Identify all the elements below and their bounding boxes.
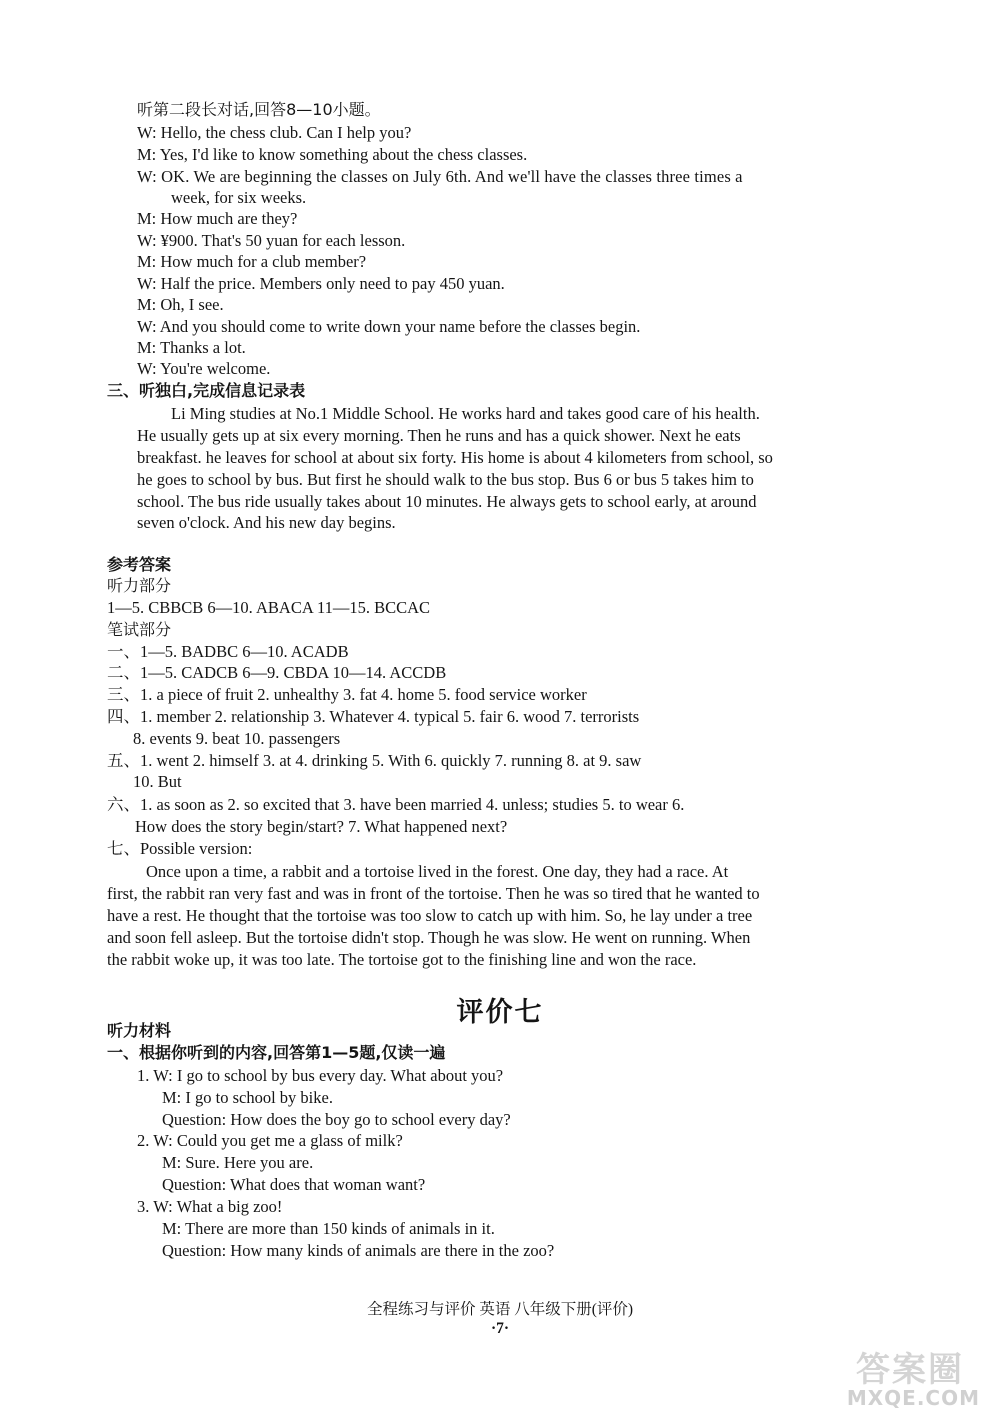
section-3-title: 三、听独白,完成信息记录表 bbox=[107, 381, 306, 400]
part2-title: 听第二段长对话,回答8—10小题。 bbox=[137, 100, 381, 119]
dialogue-line: W: You're welcome. bbox=[137, 359, 271, 378]
question-line: Question: How many kinds of animals are there in the zoo? bbox=[162, 1241, 555, 1260]
answer-line: 四、1. member 2. relationship 3. Whatever 4. typical 5. fair 6. wood 7. terrorists bbox=[107, 707, 640, 726]
essay-line: and soon fell asleep. But the tortoise didn't stop. Though he was slow. He went on running. When bbox=[107, 928, 751, 947]
monologue-line: seven o'clock. And his new day begins. bbox=[137, 513, 396, 532]
dialogue-line: M: Oh, I see. bbox=[137, 295, 224, 314]
question-line: M: Sure. Here you are. bbox=[162, 1153, 314, 1172]
dialogue-line: W: Half the price. Members only need to pay 450 yuan. bbox=[137, 274, 505, 293]
dialogue-line: W: OK. We are beginning the classes on July 6th. And we'll have the classes three times a bbox=[137, 167, 743, 186]
monologue-line: breakfast. he leaves for school at about six forty. His home is about 4 kilometers from school, so bbox=[137, 448, 773, 467]
question-line: M: There are more than 150 kinds of animals in it. bbox=[162, 1219, 495, 1238]
listening-label: 听力部分 bbox=[107, 576, 172, 595]
dialogue-line: W: ¥900. That's 50 yuan for each lesson. bbox=[137, 231, 406, 250]
footer-book-info: 全程练习与评价 英语 八年级下册(评价) bbox=[366, 1301, 634, 1318]
monologue-line: He usually gets up at six every morning. Then he runs and has a quick shower. Next he eats bbox=[137, 426, 741, 445]
question-line: Question: How does the boy go to school every day? bbox=[162, 1110, 511, 1129]
watermark-logo bbox=[816, 1342, 986, 1412]
answer-line: How does the story begin/start? 7. What happened next? bbox=[135, 817, 508, 836]
dialogue-line: M: How much for a club member? bbox=[137, 252, 367, 271]
dialogue-line: M: Yes, I'd like to know something about the chess classes. bbox=[137, 145, 528, 164]
essay-line: Once upon a time, a rabbit and a tortoise lived in the forest. One day, they had a race. At bbox=[146, 862, 729, 881]
dialogue-line: week, for six weeks. bbox=[171, 188, 307, 207]
watermark-top: 答案圈 bbox=[856, 1350, 964, 1390]
answer-line: 二、1—5. CADCB 6—9. CBDA 10—14. ACCDB bbox=[107, 663, 447, 682]
answers-title: 参考答案 bbox=[107, 555, 172, 574]
essay-line: first, the rabbit ran very fast and was in front of the tortoise. Then he was so tired that he wanted to bbox=[107, 884, 760, 903]
written-label: 笔试部分 bbox=[107, 620, 172, 639]
answer-line: 五、1. went 2. himself 3. at 4. drinking 5. With 6. quickly 7. running 8. at 9. saw bbox=[107, 751, 642, 770]
dialogue-line: W: Hello, the chess club. Can I help you? bbox=[137, 123, 412, 142]
watermark-bottom: MXQE.COM bbox=[846, 1386, 980, 1410]
question-line: 2. W: Could you get me a glass of milk? bbox=[137, 1131, 403, 1150]
answer-line: 六、1. as soon as 2. so excited that 3. have been married 4. unless; studies 5. to wear 6. bbox=[107, 795, 685, 814]
dialogue-line: M: Thanks a lot. bbox=[137, 338, 246, 357]
section-1-title: 一、根据你听到的内容,回答第1—5题,仅读一遍 bbox=[107, 1043, 446, 1062]
dialogue-line: M: How much are they? bbox=[137, 209, 298, 228]
answer-line: 10. But bbox=[133, 772, 182, 791]
materials-label: 听力材料 bbox=[107, 1021, 172, 1040]
dialogue-line: W: And you should come to write down your name before the classes begin. bbox=[137, 317, 641, 336]
answer-line: 三、1. a piece of fruit 2. unhealthy 3. fat 4. home 5. food service worker bbox=[107, 685, 587, 704]
monologue-line: school. The bus ride usually takes about 10 minutes. He always gets to school early, at around bbox=[137, 492, 757, 511]
answer-line: 七、Possible version: bbox=[107, 839, 253, 858]
essay-line: the rabbit woke up, it was too late. The tortoise got to the finishing line and won the race. bbox=[107, 950, 697, 969]
monologue-line: Li Ming studies at No.1 Middle School. He works hard and takes good care of his health. bbox=[171, 404, 760, 423]
monologue-line: he goes to school by bus. But first he should walk to the bus stop. Bus 6 or bus 5 takes him to bbox=[137, 470, 754, 489]
essay-line: have a rest. He thought that the tortoise was too slow to catch up with him. So, he lay under a tree bbox=[107, 906, 753, 925]
answer-line: 一、1—5. BADBC 6—10. ACADB bbox=[107, 642, 349, 661]
question-line: M: I go to school by bike. bbox=[162, 1088, 333, 1107]
listening-answers: 1—5. CBBCB 6—10. ABACA 11—15. BCCAC bbox=[107, 598, 431, 617]
question-line: Question: What does that woman want? bbox=[162, 1175, 426, 1194]
question-line: 3. W: What a big zoo! bbox=[137, 1197, 283, 1216]
question-line: 1. W: I go to school by bus every day. What about you? bbox=[137, 1066, 504, 1085]
page-number: ·7· bbox=[490, 1320, 510, 1337]
answer-line: 8. events 9. beat 10. passengers bbox=[133, 729, 341, 748]
evaluation-title: 评价七 bbox=[456, 997, 544, 1028]
